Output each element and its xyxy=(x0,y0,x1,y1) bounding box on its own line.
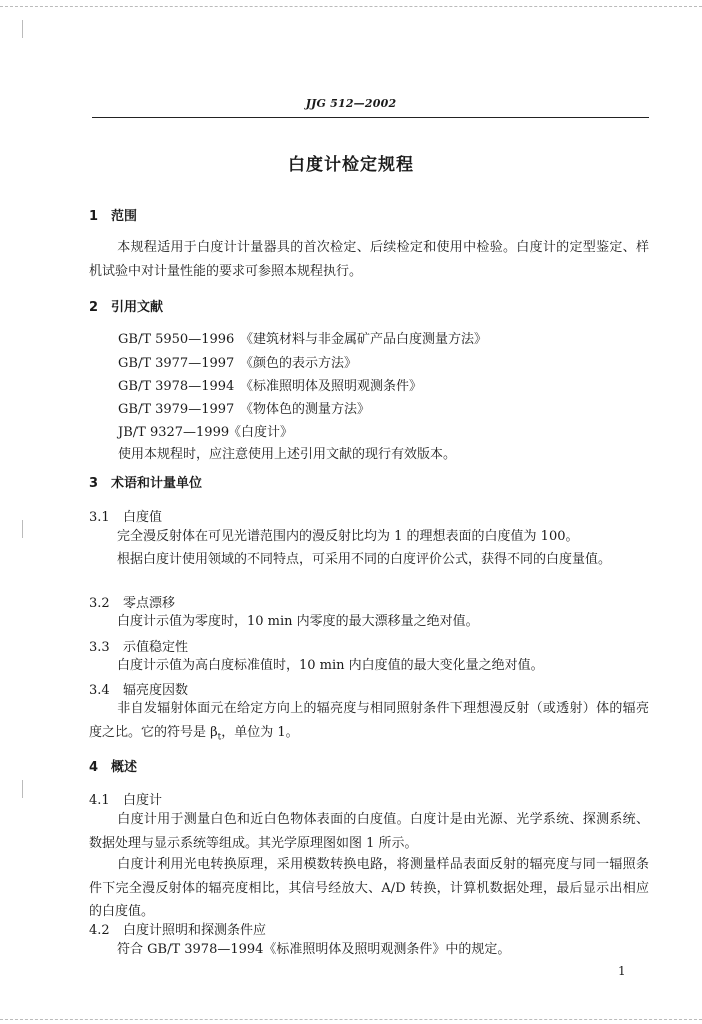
subsection-3-1-paragraph: 完全漫反射体在可见光谱范围内的漫反射比均为 1 的理想表面的白度值为 100。 xyxy=(117,529,579,544)
section-title: 概述 xyxy=(111,760,138,775)
reference-code: GB/T 5950—1996 xyxy=(118,332,235,347)
section-3-heading xyxy=(89,472,202,491)
standard-code: JJG 512—2002 xyxy=(305,97,397,110)
section-1-heading xyxy=(89,205,137,224)
section-2-heading xyxy=(89,296,163,315)
section-number: 1 xyxy=(89,209,99,224)
header-rule xyxy=(92,117,649,118)
section-title: 术语和计量单位 xyxy=(111,476,203,491)
scan-mark xyxy=(22,20,23,38)
page-number: 1 xyxy=(618,964,626,978)
reference-code: JB/T 9327—1999 xyxy=(118,425,230,440)
subsection-3-2-paragraph: 白度计示值为零度时，10 min 内零度的最大漂移量之绝对值。 xyxy=(117,614,479,629)
reference-code: GB/T 3977—1997 xyxy=(118,356,235,371)
subsection-4-1-paragraph: 白度计利用光电转换原理，采用模数转换电路，将测量样品表面反射的辐亮度与同一辐照条件下完全漫反射体的辐亮度相比，其信号经放大、A/D 转换，计算机数据处理，最后显示出相应的白度值。 xyxy=(89,857,649,919)
reference-item xyxy=(118,398,370,417)
subsection-3-4-paragraph: 非自发辐射体面元在给定方向上的辐亮度与相同照射条件下理想漫反射（或透射）体的辐亮度之比。它的符号是 $\beta_t$，单位为 1。 xyxy=(89,701,649,743)
reference-name: 《建筑材料与非金属矿产品白度测量方法》 xyxy=(240,332,488,347)
subsection-4-2-paragraph: 符合 GB/T 3978—1994《标准照明体及照明观测条件》中的规定。 xyxy=(117,942,511,957)
subsection-3-3-heading: 3.3 示值稳定性 xyxy=(89,640,189,655)
subsection-3-1-heading: 3.1 白度值 xyxy=(89,510,163,525)
reference-code: GB/T 3978—1994 xyxy=(118,379,235,394)
reference-name: 《颜色的表示方法》 xyxy=(240,356,358,371)
subsection-3-3-paragraph: 白度计示值为高白度标准值时，10 min 内白度值的最大变化量之绝对值。 xyxy=(117,658,544,673)
scan-edge-top xyxy=(0,6,702,7)
reference-item xyxy=(118,328,487,347)
subsection-4-1-paragraph: 白度计用于测量白色和近白色物体表面的白度值。白度计是由光源、光学系统、探测系统、数据处理与显示系统等组成。其光学原理图如图 1 所示。 xyxy=(89,812,649,851)
scan-mark xyxy=(22,520,23,538)
subsection-4-2-heading: 4.2 白度计照明和探测条件应 xyxy=(89,923,267,938)
reference-item xyxy=(118,352,357,371)
reference-code: GB/T 3979—1997 xyxy=(118,402,235,417)
reference-name: 《白度计》 xyxy=(228,425,294,440)
subsection-3-4-heading: 3.4 辐亮度因数 xyxy=(89,683,189,698)
section-4-heading xyxy=(89,756,137,775)
reference-item xyxy=(118,421,293,440)
scan-mark xyxy=(22,780,23,798)
section-title: 引用文献 xyxy=(111,300,164,315)
section-number: 4 xyxy=(89,760,99,775)
section-1-paragraph: 本规程适用于白度计计量器具的首次检定、后续检定和使用中检验。白度计的定型鉴定、样机试验中对计量性能的要求可参照本规程执行。 xyxy=(89,240,649,279)
section-title: 范围 xyxy=(111,209,138,224)
reference-note: 使用本规程时，应注意使用上述引用文献的现行有效版本。 xyxy=(118,447,457,462)
document-title: 白度计检定规程 xyxy=(288,155,414,175)
subsection-4-1-heading: 4.1 白度计 xyxy=(89,793,163,808)
subsection-3-1-paragraph: 根据白度计使用领域的不同特点，可采用不同的白度评价公式，获得不同的白度量值。 xyxy=(117,552,612,567)
reference-name: 《物体色的测量方法》 xyxy=(240,402,371,417)
reference-item xyxy=(118,375,422,394)
reference-name: 《标准照明体及照明观测条件》 xyxy=(240,379,423,394)
subsection-3-2-heading: 3.2 零点漂移 xyxy=(89,596,176,611)
section-number: 3 xyxy=(89,476,99,491)
section-number: 2 xyxy=(89,300,99,315)
scan-edge-bottom xyxy=(0,1019,702,1020)
